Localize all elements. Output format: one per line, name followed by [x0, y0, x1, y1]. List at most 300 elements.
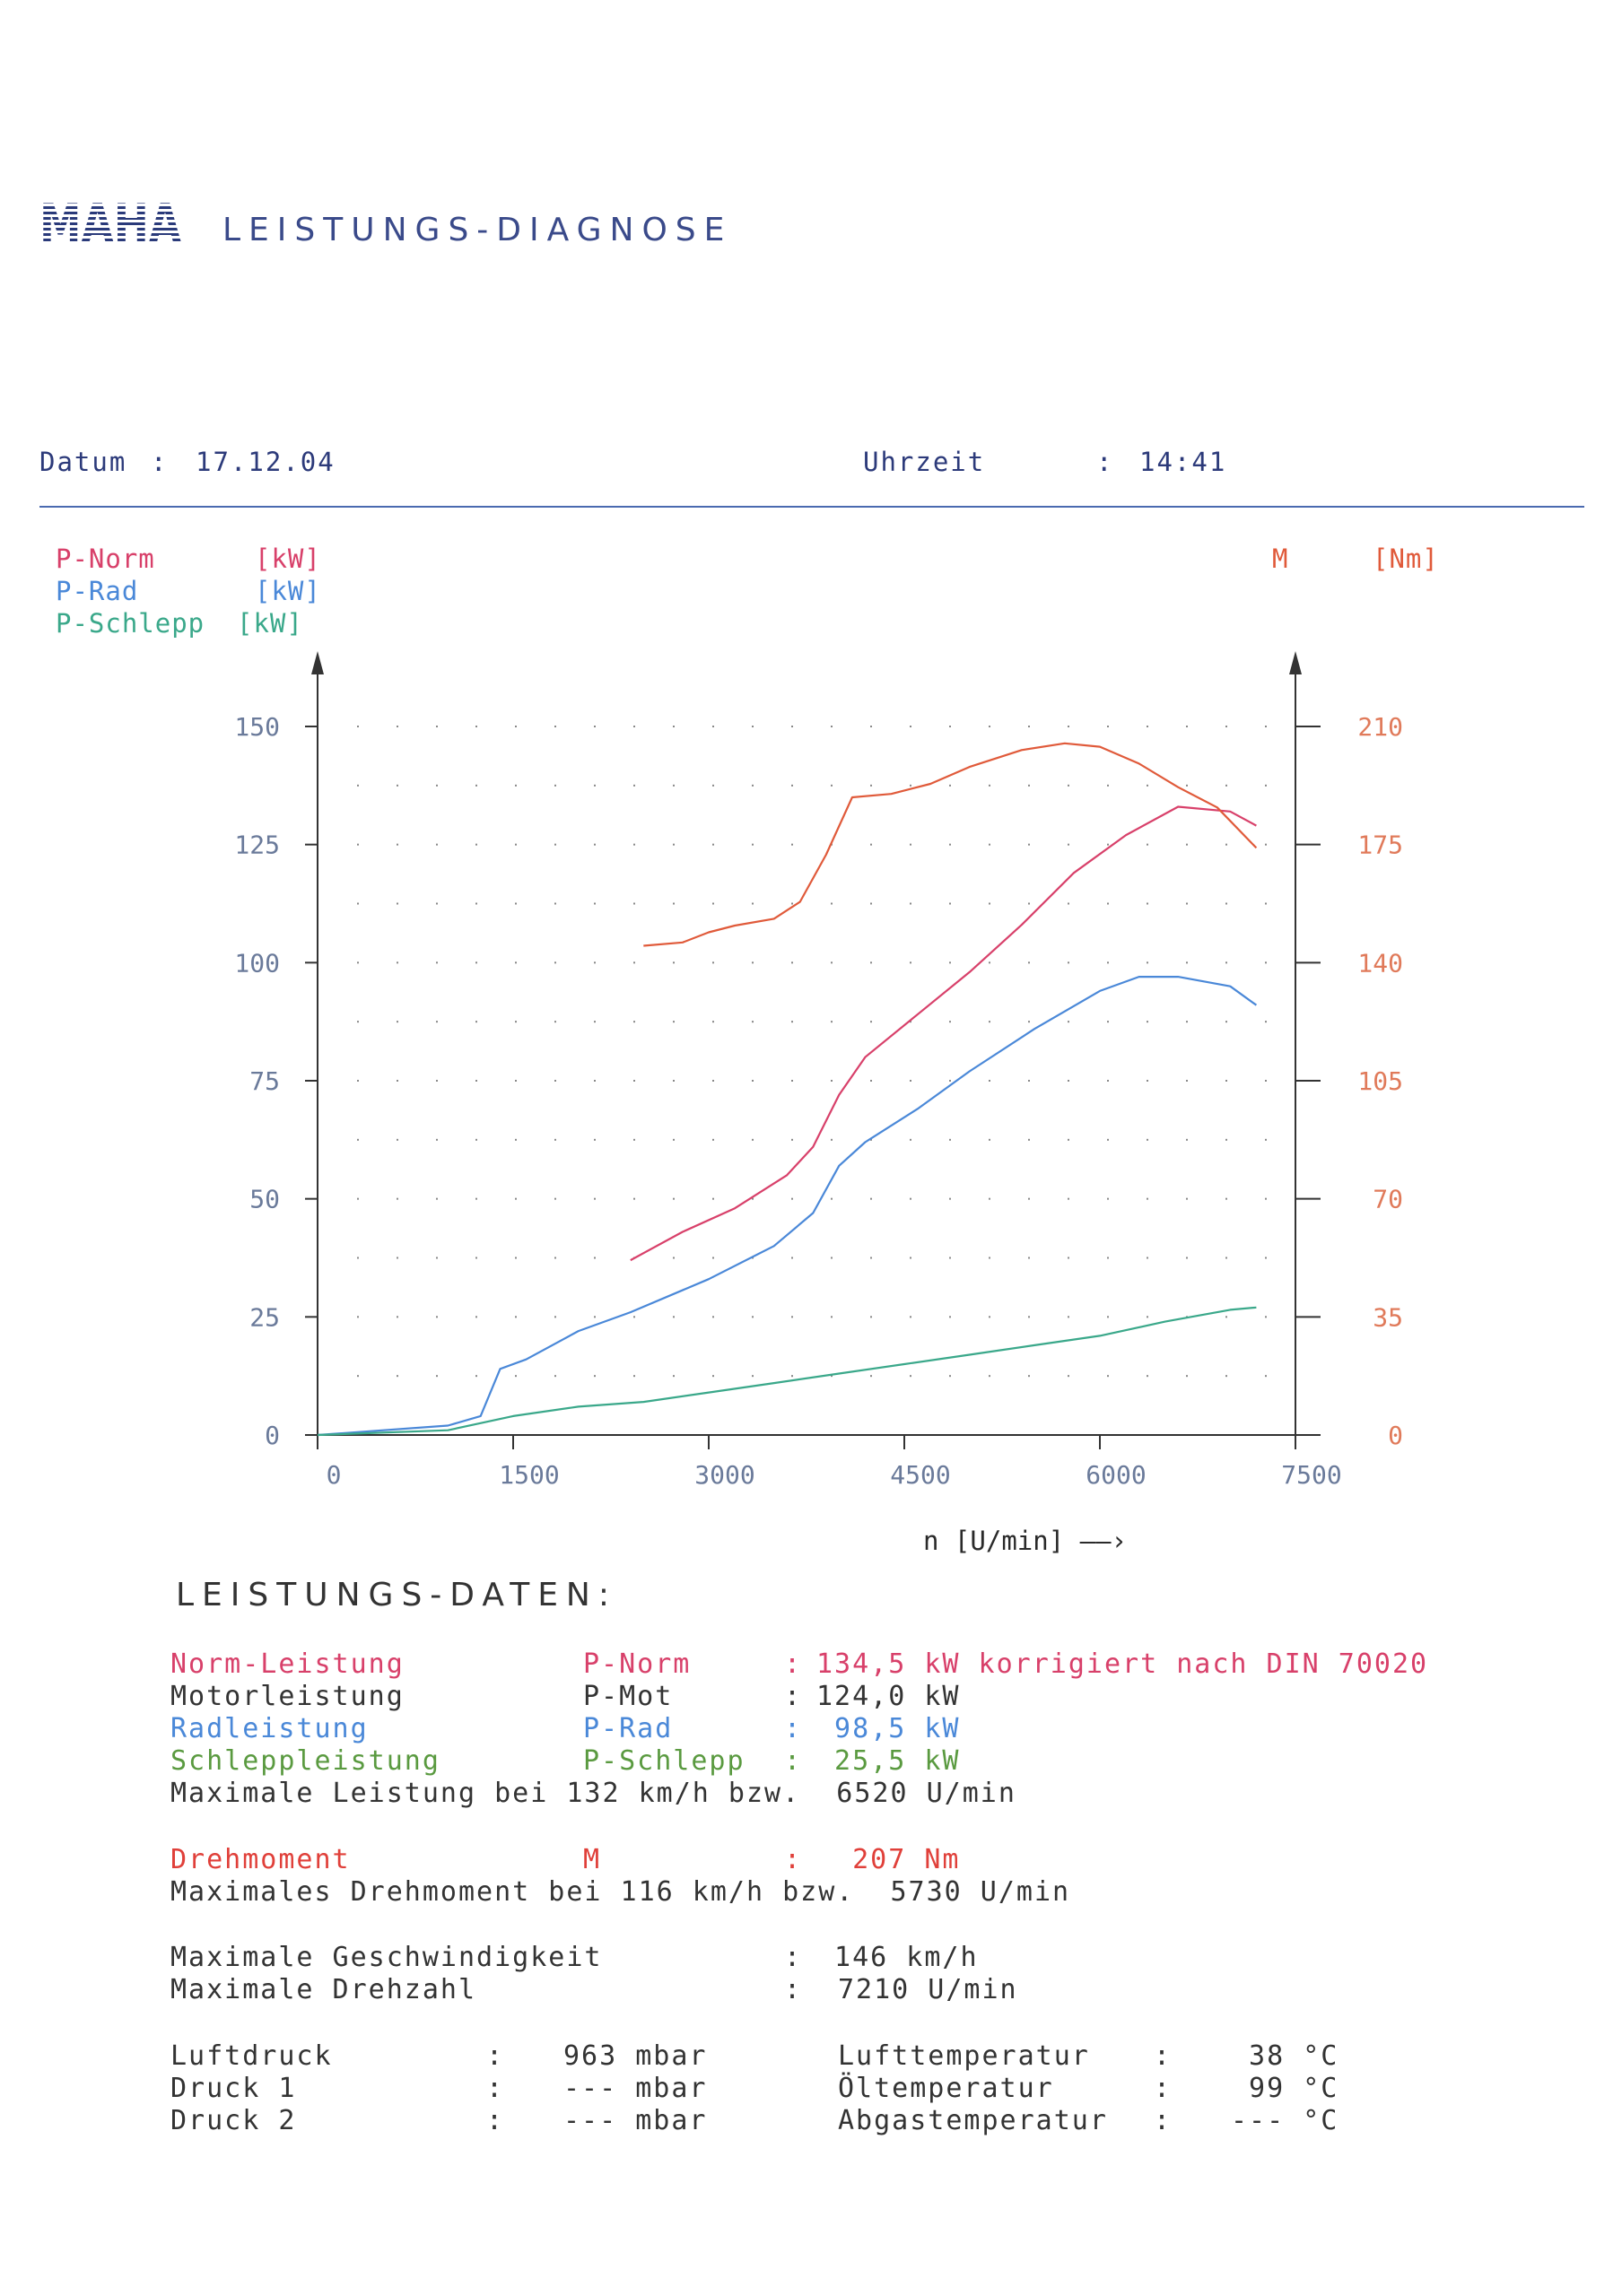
ambient-l-label: Druck 2	[170, 2105, 297, 2136]
grid-dot	[791, 903, 793, 905]
grid-dot	[712, 785, 714, 787]
grid-dot	[594, 1198, 596, 1200]
grid-dot	[594, 1080, 596, 1082]
grid-dot	[397, 1080, 398, 1082]
grid-dot	[357, 1316, 359, 1318]
grid-dot	[1107, 1375, 1109, 1377]
grid-dot	[1265, 1257, 1267, 1259]
grid-dot	[1147, 1139, 1148, 1141]
grid-dot	[1068, 726, 1069, 727]
grid-dot	[475, 1080, 477, 1082]
grid-dot	[1107, 1139, 1109, 1141]
date-sep: :	[151, 447, 169, 477]
grid-dot	[1028, 785, 1030, 787]
grid-dot	[1028, 903, 1030, 905]
grid-dot	[515, 903, 517, 905]
grid-dot	[515, 1316, 517, 1318]
grid-dot	[1068, 1257, 1069, 1259]
grid-dot	[1028, 1375, 1030, 1377]
time-sep: :	[1096, 447, 1114, 477]
grid-dot	[633, 1375, 635, 1377]
grid-dot	[436, 726, 438, 727]
grid-dot	[554, 726, 556, 727]
grid-dot	[870, 1375, 872, 1377]
grid-dot	[357, 1198, 359, 1200]
grid-dot	[1068, 785, 1069, 787]
grid-dot	[949, 961, 951, 963]
data-row-sep: :	[784, 1681, 803, 1712]
grid-dot	[910, 903, 911, 905]
grid-dot	[1225, 1316, 1227, 1318]
grid-dot	[633, 1198, 635, 1200]
grid-dot	[989, 1198, 990, 1200]
data-row-value: 134,5 kW korrigiert nach DIN 70020	[816, 1648, 1429, 1680]
grid-dot	[594, 1257, 596, 1259]
max-speed-label: Maximale Geschwindigkeit	[170, 1942, 603, 1973]
grid-dot	[397, 961, 398, 963]
grid-dot	[594, 961, 596, 963]
ambient-r-sep: :	[1154, 2105, 1173, 2136]
grid-dot	[1225, 1257, 1227, 1259]
y-right-tick-label: 210	[1357, 712, 1403, 742]
ambient-l-sep: :	[486, 2040, 505, 2072]
ambient-l-value: --- mbar	[563, 2105, 708, 2136]
grid-dot	[1147, 1021, 1148, 1022]
y-right-tick-label: 0	[1388, 1421, 1403, 1450]
grid-dot	[870, 1080, 872, 1082]
grid-dot	[752, 1080, 754, 1082]
grid-dot	[397, 1021, 398, 1022]
data-row-sym: P-Schlepp	[583, 1745, 746, 1777]
data-row-sym: P-Rad	[583, 1713, 674, 1744]
grid-dot	[1225, 1139, 1227, 1141]
legend-prad-unit: [kW]	[255, 576, 321, 606]
grid-dot	[436, 1198, 438, 1200]
grid-dot	[673, 844, 675, 846]
grid-dot	[1186, 1021, 1188, 1022]
y-right-tick-label: 70	[1373, 1184, 1403, 1214]
data-row-sym: P-Mot	[583, 1681, 674, 1712]
grid-dot	[515, 1139, 517, 1141]
x-tick-label: 0	[326, 1460, 342, 1490]
y-left-tick-label: 125	[234, 830, 280, 860]
grid-dot	[989, 726, 990, 727]
grid-dot	[397, 1375, 398, 1377]
grid-dot	[989, 844, 990, 846]
grid-dot	[1265, 1375, 1267, 1377]
grid-dot	[752, 726, 754, 727]
performance-chart	[0, 529, 1622, 1570]
grid-dot	[673, 1021, 675, 1022]
grid-dot	[673, 1198, 675, 1200]
legend-pschlepp-name: P-Schlepp	[56, 608, 205, 639]
grid-dot	[357, 903, 359, 905]
header-divider	[39, 506, 1584, 508]
grid-dot	[910, 1198, 911, 1200]
grid-dot	[1107, 903, 1109, 905]
grid-dot	[1186, 785, 1188, 787]
grid-dot	[831, 785, 833, 787]
grid-dot	[910, 726, 911, 727]
grid-dot	[357, 1139, 359, 1141]
ambient-l-value: --- mbar	[563, 2073, 708, 2104]
grid-dot	[870, 726, 872, 727]
grid-dot	[1107, 1021, 1109, 1022]
grid-dot	[397, 1316, 398, 1318]
grid-dot	[475, 726, 477, 727]
grid-dot	[594, 1375, 596, 1377]
grid-dot	[1225, 961, 1227, 963]
grid-dot	[357, 726, 359, 727]
y-right-tick-label: 175	[1357, 830, 1403, 860]
grid-dot	[673, 1375, 675, 1377]
grid-dot	[633, 1080, 635, 1082]
grid-dot	[1107, 785, 1109, 787]
grid-dot	[673, 1139, 675, 1141]
series-line-p-norm	[631, 807, 1257, 1261]
grid-dot	[475, 1257, 477, 1259]
grid-dot	[1186, 903, 1188, 905]
grid-dot	[791, 726, 793, 727]
grid-dot	[673, 961, 675, 963]
y-left-tick-label: 50	[249, 1184, 280, 1214]
legend-pnorm-unit: [kW]	[255, 544, 321, 574]
grid-dot	[357, 961, 359, 963]
grid-dot	[831, 1139, 833, 1141]
grid-dot	[436, 1139, 438, 1141]
grid-dot	[594, 903, 596, 905]
ambient-l-label: Luftdruck	[170, 2040, 333, 2072]
grid-dot	[831, 1021, 833, 1022]
grid-dot	[949, 785, 951, 787]
grid-dot	[594, 1316, 596, 1318]
torque-value: 207 Nm	[816, 1844, 961, 1875]
grid-dot	[515, 1257, 517, 1259]
grid-dot	[1225, 1021, 1227, 1022]
grid-dot	[436, 903, 438, 905]
grid-dot	[436, 785, 438, 787]
grid-dot	[397, 726, 398, 727]
grid-dot	[910, 1316, 911, 1318]
ambient-r-label: Lufttemperatur	[838, 2040, 1090, 2072]
grid-dot	[949, 903, 951, 905]
grid-dot	[1107, 1080, 1109, 1082]
grid-dot	[1265, 1021, 1267, 1022]
grid-dot	[475, 1375, 477, 1377]
grid-dot	[1028, 844, 1030, 846]
ambient-l-value: 963 mbar	[563, 2040, 708, 2072]
torque-label: Drehmoment	[170, 1844, 351, 1875]
grid-dot	[1107, 1198, 1109, 1200]
grid-dot	[1186, 726, 1188, 727]
grid-dot	[712, 1139, 714, 1141]
grid-dot	[791, 1316, 793, 1318]
grid-dot	[870, 961, 872, 963]
grid-dot	[475, 1198, 477, 1200]
grid-dot	[515, 785, 517, 787]
grid-dot	[910, 1257, 911, 1259]
grid-dot	[475, 844, 477, 846]
ambient-r-value: --- °C	[1231, 2105, 1339, 2136]
max-torque-line: Maximales Drehmoment bei 116 km/h bzw. 5730 U/min	[170, 1876, 1071, 1908]
data-row-label: Motorleistung	[170, 1681, 405, 1712]
grid-dot	[1147, 1198, 1148, 1200]
grid-dot	[397, 1198, 398, 1200]
grid-dot	[989, 785, 990, 787]
grid-dot	[515, 1080, 517, 1082]
grid-dot	[989, 1257, 990, 1259]
grid-dot	[989, 903, 990, 905]
maha-logo	[39, 193, 182, 256]
grid-dot	[1225, 785, 1227, 787]
grid-dot	[791, 1375, 793, 1377]
grid-dot	[1265, 785, 1267, 787]
x-tick-label: 3000	[694, 1460, 755, 1490]
grid-dot	[712, 1316, 714, 1318]
grid-dot	[357, 1021, 359, 1022]
grid-dot	[673, 1257, 675, 1259]
grid-dot	[1068, 1198, 1069, 1200]
legend-torque-name: M	[1272, 544, 1289, 574]
x-tick-label: 1500	[499, 1460, 560, 1490]
page-title: LEISTUNGS-DIAGNOSE	[222, 212, 733, 248]
grid-dot	[1186, 1080, 1188, 1082]
grid-dot	[712, 903, 714, 905]
max-rpm-label: Maximale Drehzahl	[170, 1974, 477, 2005]
data-row-value: 25,5 kW	[816, 1745, 961, 1777]
grid-dot	[791, 1021, 793, 1022]
grid-dot	[989, 1021, 990, 1022]
grid-dot	[475, 903, 477, 905]
ambient-r-label: Öltemperatur	[838, 2073, 1054, 2104]
grid-dot	[1265, 726, 1267, 727]
y-left-tick-label: 100	[234, 948, 280, 978]
grid-dot	[1265, 903, 1267, 905]
svg-text:MAHA: MAHA	[39, 193, 182, 256]
max-rpm-value: 7210 U/min	[838, 1974, 1018, 2005]
grid-dot	[554, 1139, 556, 1141]
torque-sym: M	[583, 1844, 602, 1875]
grid-dot	[633, 1139, 635, 1141]
grid-dot	[949, 1257, 951, 1259]
grid-dot	[989, 1080, 990, 1082]
grid-dot	[752, 961, 754, 963]
section-title: LEISTUNGS-DATEN:	[176, 1577, 617, 1613]
max-rpm-sep: :	[784, 1974, 803, 2005]
grid-dot	[831, 1198, 833, 1200]
grid-dot	[515, 1021, 517, 1022]
grid-dot	[633, 961, 635, 963]
grid-dot	[475, 1139, 477, 1141]
grid-dot	[752, 1316, 754, 1318]
grid-dot	[1068, 844, 1069, 846]
grid-dot	[1225, 1375, 1227, 1377]
grid-dot	[870, 1198, 872, 1200]
grid-dot	[1107, 1316, 1109, 1318]
grid-dot	[1186, 1198, 1188, 1200]
grid-dot	[910, 1080, 911, 1082]
grid-dot	[357, 844, 359, 846]
torque-sep: :	[784, 1844, 803, 1875]
ambient-l-sep: :	[486, 2105, 505, 2136]
grid-dot	[1068, 903, 1069, 905]
grid-dot	[1225, 726, 1227, 727]
grid-dot	[1028, 961, 1030, 963]
ambient-l-label: Druck 1	[170, 2073, 297, 2104]
x-tick-label: 4500	[890, 1460, 951, 1490]
grid-dot	[949, 1080, 951, 1082]
grid-dot	[791, 1198, 793, 1200]
grid-dot	[910, 1139, 911, 1141]
time-label: Uhrzeit	[863, 447, 986, 477]
grid-dot	[791, 1080, 793, 1082]
grid-dot	[949, 1375, 951, 1377]
grid-dot	[515, 726, 517, 727]
x-tick-label: 6000	[1086, 1460, 1147, 1490]
data-row-sep: :	[784, 1745, 803, 1777]
ambient-r-sep: :	[1154, 2040, 1173, 2072]
ambient-r-value: 38 °C	[1231, 2040, 1339, 2072]
grid-dot	[475, 785, 477, 787]
max-speed-sep: :	[784, 1942, 803, 1973]
grid-dot	[436, 1316, 438, 1318]
grid-dot	[949, 1198, 951, 1200]
grid-dot	[712, 1257, 714, 1259]
max-speed-value: 146 km/h	[816, 1942, 979, 1973]
legend-torque-unit: [Nm]	[1373, 544, 1439, 574]
y-left-tick-label: 150	[234, 712, 280, 742]
grid-dot	[1265, 1139, 1267, 1141]
x-axis-label: n [U/min] ——›	[923, 1526, 1127, 1556]
data-row-value: 98,5 kW	[816, 1713, 961, 1744]
grid-dot	[949, 1021, 951, 1022]
grid-dot	[1265, 961, 1267, 963]
grid-dot	[910, 844, 911, 846]
grid-dot	[436, 1080, 438, 1082]
grid-dot	[870, 844, 872, 846]
grid-dot	[831, 961, 833, 963]
grid-dot	[712, 1375, 714, 1377]
grid-dot	[594, 726, 596, 727]
grid-dot	[554, 1021, 556, 1022]
grid-dot	[1068, 1316, 1069, 1318]
data-row-value: 124,0 kW	[816, 1681, 961, 1712]
grid-dot	[1147, 1080, 1148, 1082]
grid-dot	[633, 844, 635, 846]
grid-dot	[1225, 903, 1227, 905]
grid-dot	[1225, 1080, 1227, 1082]
grid-dot	[475, 1021, 477, 1022]
grid-dot	[554, 903, 556, 905]
y-axis-left-arrow	[311, 651, 324, 674]
grid-dot	[1107, 1257, 1109, 1259]
grid-dot	[633, 1316, 635, 1318]
grid-dot	[397, 844, 398, 846]
grid-dot	[910, 961, 911, 963]
y-right-tick-label: 140	[1357, 948, 1403, 978]
x-tick-label: 7500	[1281, 1460, 1342, 1490]
grid-dot	[1225, 1198, 1227, 1200]
grid-dot	[1028, 1021, 1030, 1022]
grid-dot	[357, 1375, 359, 1377]
grid-dot	[673, 726, 675, 727]
grid-dot	[436, 1021, 438, 1022]
grid-dot	[633, 726, 635, 727]
grid-dot	[436, 1257, 438, 1259]
grid-dot	[910, 1375, 911, 1377]
legend-prad-name: P-Rad	[56, 576, 139, 606]
y-left-tick-label: 75	[249, 1066, 280, 1096]
grid-dot	[1068, 1375, 1069, 1377]
grid-dot	[357, 1257, 359, 1259]
grid-dot	[752, 844, 754, 846]
grid-dot	[949, 1316, 951, 1318]
grid-dot	[397, 903, 398, 905]
grid-dot	[712, 1021, 714, 1022]
grid-dot	[989, 1316, 990, 1318]
y-left-tick-label: 0	[265, 1421, 280, 1450]
grid-dot	[1225, 844, 1227, 846]
grid-dot	[752, 785, 754, 787]
grid-dot	[475, 1316, 477, 1318]
grid-dot	[791, 785, 793, 787]
grid-dot	[475, 961, 477, 963]
legend-pschlepp-unit: [kW]	[237, 608, 303, 639]
grid-dot	[1107, 961, 1109, 963]
grid-dot	[436, 1375, 438, 1377]
grid-dot	[1147, 903, 1148, 905]
data-row-label: Radleistung	[170, 1713, 369, 1744]
grid-dot	[397, 785, 398, 787]
grid-dot	[1147, 1257, 1148, 1259]
grid-dot	[989, 961, 990, 963]
ambient-r-sep: :	[1154, 2073, 1173, 2104]
grid-dot	[1147, 785, 1148, 787]
grid-dot	[910, 785, 911, 787]
grid-dot	[1265, 1316, 1267, 1318]
grid-dot	[1068, 1021, 1069, 1022]
series-line-p-rad	[318, 977, 1256, 1435]
ambient-l-sep: :	[486, 2073, 505, 2104]
grid-dot	[870, 1021, 872, 1022]
grid-dot	[1147, 844, 1148, 846]
grid-dot	[1265, 1198, 1267, 1200]
data-row-label: Schleppleistung	[170, 1745, 440, 1777]
grid-dot	[712, 844, 714, 846]
data-row-sep: :	[784, 1648, 803, 1680]
grid-dot	[1107, 726, 1109, 727]
grid-dot	[1186, 1375, 1188, 1377]
grid-dot	[673, 1316, 675, 1318]
ambient-r-label: Abgastemperatur	[838, 2105, 1108, 2136]
grid-dot	[791, 961, 793, 963]
grid-dot	[949, 1139, 951, 1141]
grid-dot	[1265, 1080, 1267, 1082]
grid-dot	[594, 1139, 596, 1141]
grid-dot	[1028, 726, 1030, 727]
grid-dot	[515, 1375, 517, 1377]
time-value: 14:41	[1139, 447, 1227, 477]
grid-dot	[712, 726, 714, 727]
grid-dot	[515, 844, 517, 846]
grid-dot	[712, 961, 714, 963]
grid-dot	[1186, 1257, 1188, 1259]
grid-dot	[752, 1021, 754, 1022]
grid-dot	[554, 1080, 556, 1082]
grid-dot	[633, 903, 635, 905]
grid-dot	[554, 961, 556, 963]
grid-dot	[673, 785, 675, 787]
